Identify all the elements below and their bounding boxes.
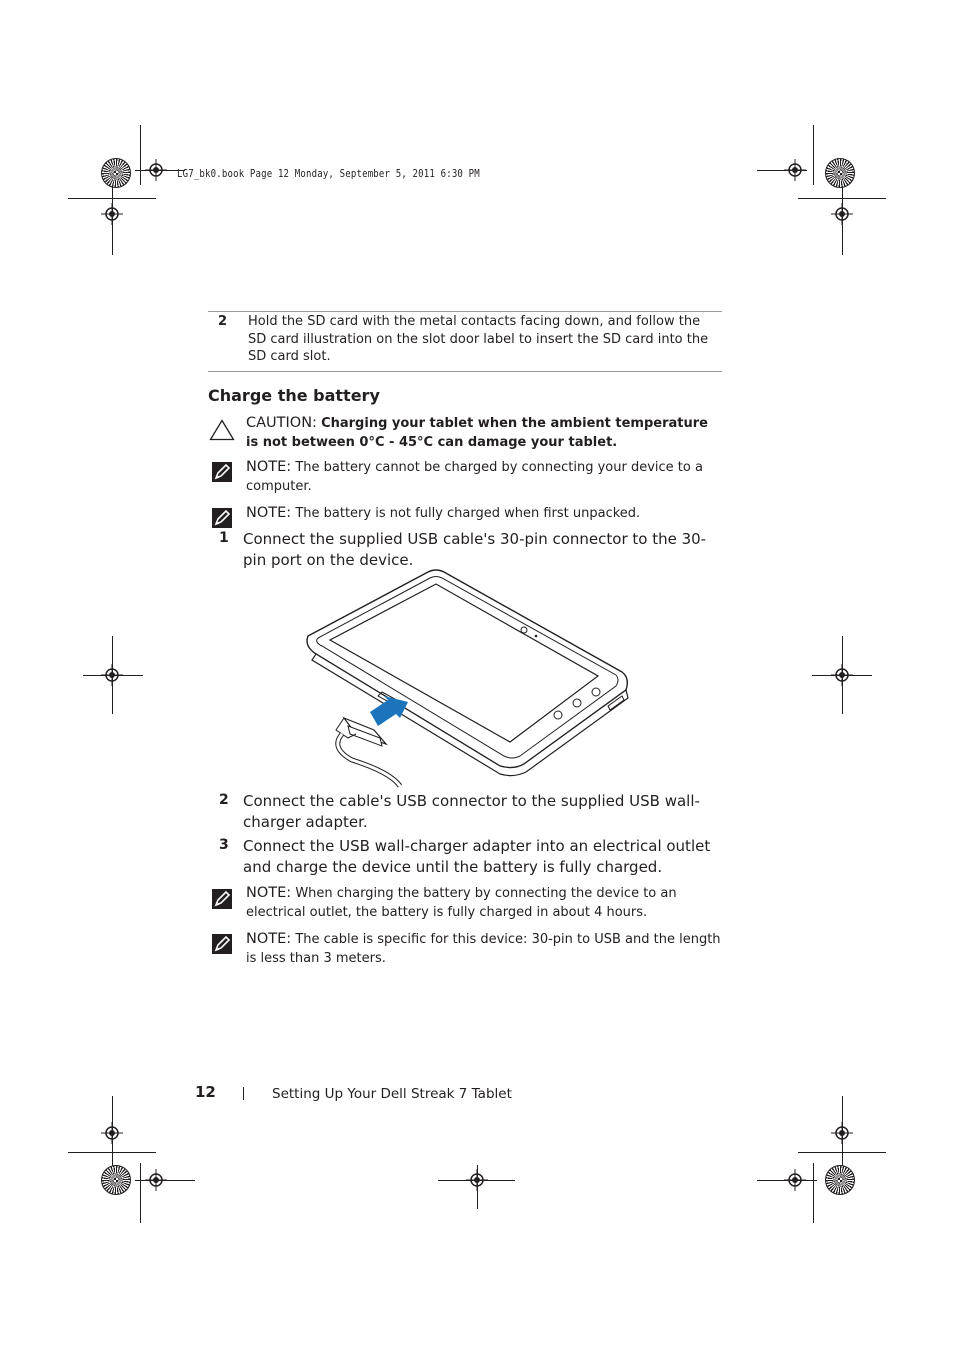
registration-mark-icon	[466, 1169, 488, 1191]
note-pencil-icon	[212, 889, 232, 909]
note-label: NOTE:	[246, 931, 292, 947]
note-3	[246, 884, 724, 922]
registration-mark-icon	[831, 203, 853, 225]
footer-separator	[243, 1087, 244, 1100]
tablet-charging-illustration	[300, 568, 635, 790]
registration-mark-icon	[784, 159, 806, 181]
table-step-number: 2	[218, 314, 228, 329]
note-2	[246, 504, 724, 523]
caution-triangle-icon	[209, 419, 235, 441]
note-pencil-icon	[212, 462, 232, 482]
footer-title: Setting Up Your Dell Streak 7 Tablet	[272, 1086, 512, 1102]
step-text: Connect the USB wall-charger adapter into an electrical outlet and charge the device until the battery is fully charged.	[243, 837, 711, 876]
note-text: The battery cannot be charged by connecting your device to a computer.	[246, 460, 703, 494]
note-text: The battery is not fully charged when first unpacked.	[295, 506, 641, 521]
step-number: 3	[219, 837, 229, 853]
section-title: Charge the battery	[208, 386, 380, 405]
star-target-icon	[825, 158, 855, 188]
caution-label: CAUTION:	[246, 415, 317, 431]
step-text: Connect the cable's USB connector to the supplied USB wall-charger adapter.	[243, 792, 700, 831]
registration-mark-icon	[145, 1169, 167, 1191]
registration-mark-icon	[101, 203, 123, 225]
registration-mark-icon	[784, 1169, 806, 1191]
caution-block	[246, 414, 724, 452]
registration-mark-icon	[101, 1122, 123, 1144]
note-1	[246, 458, 724, 496]
note-label: NOTE:	[246, 505, 292, 521]
note-text: The cable is specific for this device: 30-pin to USB and the length is less than 3 meters.	[246, 932, 721, 966]
step-number: 2	[219, 792, 229, 808]
note-label: NOTE:	[246, 885, 292, 901]
note-label: NOTE:	[246, 459, 292, 475]
star-target-icon	[825, 1165, 855, 1195]
note-pencil-icon	[212, 508, 232, 528]
registration-mark-icon	[831, 664, 853, 686]
star-target-icon	[101, 1165, 131, 1195]
registration-mark-icon	[101, 664, 123, 686]
step-number: 1	[219, 530, 229, 546]
note-pencil-icon	[212, 934, 232, 954]
note-4	[246, 930, 724, 968]
star-target-icon	[101, 158, 131, 188]
page-number: 12	[195, 1083, 216, 1101]
table-step-text: Hold the SD card with the metal contacts facing down, and follow the SD card illustration on the slot door label to insert the SD card into the SD card slot.	[248, 314, 709, 364]
note-text: When charging the battery by connecting the device to an electrical outlet, the battery is fully charged in about 4 hours.	[246, 886, 677, 920]
registration-mark-icon	[831, 1122, 853, 1144]
caution-text: Charging your tablet when the ambient temperature is not between 0°C - 45°C can damage your tablet.	[246, 416, 708, 450]
registration-mark-icon	[145, 159, 167, 181]
print-slug: LG7_bk0.book Page 12 Monday, September 5, 2011 6:30 PM	[177, 168, 480, 180]
step-text: Connect the supplied USB cable's 30-pin connector to the 30-pin port on the device.	[243, 530, 707, 569]
